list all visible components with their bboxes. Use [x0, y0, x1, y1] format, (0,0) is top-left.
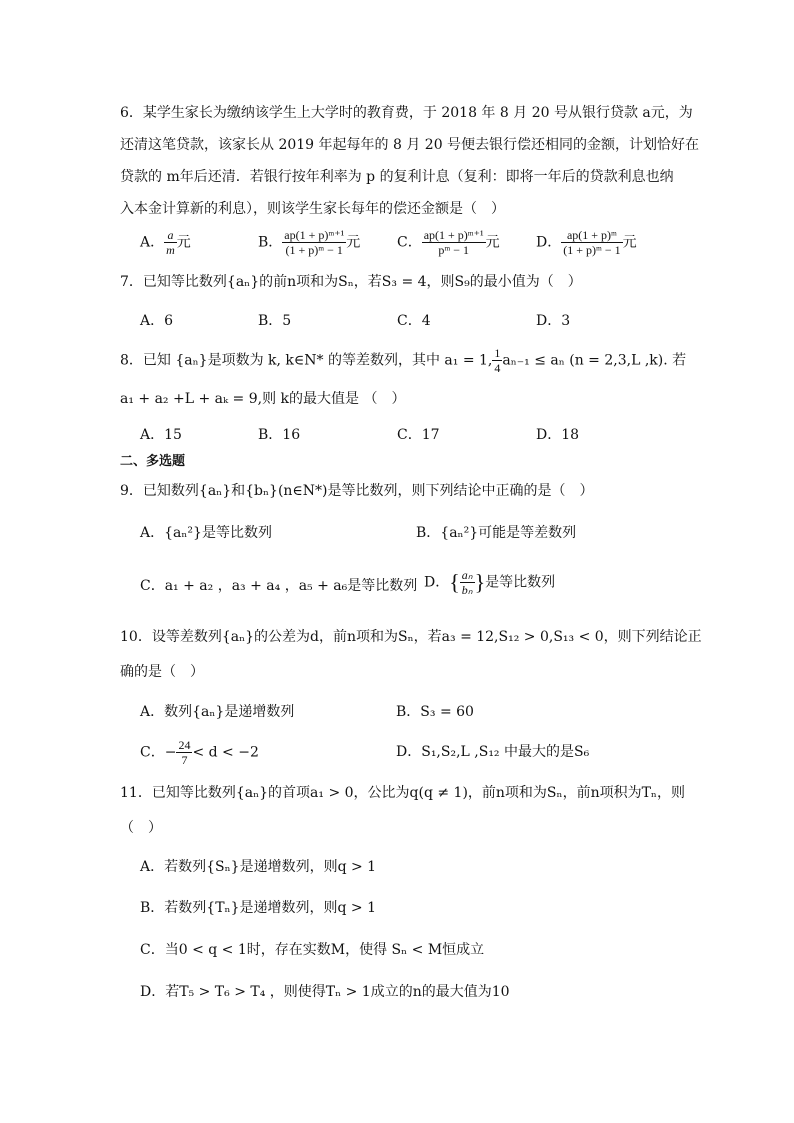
q6-line-1: 6．某学生家长为缴纳该学生上大学时的教育费，于 2018 年 8 月 20 号从银行贷款 a元，为 — [120, 105, 693, 121]
unit: 元 — [485, 234, 500, 251]
fraction — [282, 228, 346, 257]
section-heading: 二、多选题 — [120, 454, 186, 469]
numerator: a — [164, 228, 177, 243]
unit: 元 — [176, 234, 191, 251]
denominator: pᵐ − 1 — [438, 243, 469, 257]
left-brace-icon: { — [449, 569, 460, 595]
unit: 元 — [346, 234, 361, 251]
q7-option-c: C．4 — [397, 313, 431, 329]
fraction — [422, 228, 486, 257]
q10-option-b: B．S₃ = 60 — [396, 704, 474, 720]
option-label: D． — [536, 234, 562, 251]
denominator: bₙ — [461, 583, 473, 597]
unit: 元 — [622, 234, 637, 251]
q6-option-b — [258, 228, 360, 257]
q8-option-d: D．18 — [536, 427, 580, 443]
q9-option-c: C．a₁ + a₂ ，a₃ + a₄ ，a₅ + a₆是等比数列 — [140, 578, 418, 594]
q11-line-1: 11．已知等比数列{aₙ}的首项a₁ > 0，公比为q(q ≠ 1)，前n项和为Sₙ，前n项积为Tₙ，则 — [120, 785, 685, 801]
q6-line-4: 入本金计算新的利息），则该学生家长每年的偿还金额是（ ） — [120, 201, 505, 217]
q6-line-3: 贷款的 m年后还清．若银行按年利率为 p 的复利计息（复利：即将一年后的贷款利息也纳 — [120, 169, 674, 185]
option-tail: 是等比数列 — [485, 574, 556, 591]
option-label: B． — [258, 234, 283, 251]
q6-option-d — [536, 228, 637, 257]
q9-option-a: A．{aₙ²}是等比数列 — [140, 525, 272, 541]
q11-option-d: D．若T₅ > T₆ > T₄ ，则使得Tₙ > 1成立的n的最大值为10 — [140, 984, 510, 1000]
q6-option-c — [397, 228, 500, 257]
q11-line-2: （ ） — [120, 820, 162, 836]
q11-option-c: C．当0 < q < 1时，存在实数M，使得 Sₙ < M恒成立 — [140, 942, 485, 958]
numerator: ap(1 + p)ᵐ⁺¹ — [284, 228, 345, 242]
option-label: C．− — [140, 744, 177, 761]
q6-option-a — [140, 228, 191, 257]
q8-line-2: a₁ + a₂ +L + aₖ = 9,则 k的最大值是 （ ） — [120, 391, 406, 407]
option-label: D． — [424, 574, 450, 591]
option-tail: < d < −2 — [192, 744, 259, 761]
q10-option-a: A．数列{aₙ}是递增数列 — [140, 704, 295, 720]
q11-option-b: B．若数列{Tₙ}是递增数列，则q > 1 — [140, 900, 376, 916]
q11-option-a: A．若数列{Sₙ}是递增数列，则q > 1 — [140, 859, 377, 875]
q10-line-2: 确的是（ ） — [120, 664, 204, 680]
right-brace-icon: } — [474, 569, 486, 595]
q10-option-d: D．S₁,S₂,L ,S₁₂ 中最大的是S₆ — [396, 744, 590, 760]
denominator: m — [166, 243, 175, 257]
q7-option-b: B．5 — [258, 313, 292, 329]
q7-option-d: D．3 — [536, 313, 571, 329]
q8-option-a: A．15 — [140, 427, 182, 443]
fraction — [460, 568, 475, 597]
denominator: 4 — [494, 361, 501, 375]
numerator: ap(1 + p)ᵐ⁺¹ — [423, 228, 484, 242]
q10-line-1: 10．设等差数列{aₙ}的公差为d，前n项和为Sₙ，若a₃ = 12,S₁₂ > 0,S₁₃ < 0，则下列结论正 — [120, 629, 702, 645]
q10-option-c — [140, 738, 259, 767]
fraction — [164, 228, 177, 257]
q8-option-b: B．16 — [258, 427, 301, 443]
numerator: aₙ — [461, 568, 473, 582]
numerator: ap(1 + p)ᵐ — [561, 228, 622, 243]
q9-option-d — [424, 568, 555, 597]
q7-option-a: A．6 — [140, 313, 174, 329]
numerator: 1 — [494, 346, 501, 360]
option-label: C． — [397, 234, 422, 251]
q8-line-1-start: 8．已知 {aₙ}是项数为 k, k∈N* 的等差数列，其中 a₁ = 1, — [120, 352, 493, 369]
denominator: (1 + p)ᵐ − 1 — [563, 243, 621, 257]
q8-line-1 — [120, 346, 686, 375]
q7-stem: 7．已知等比数列{aₙ}的前n项和为Sₙ，若S₃ = 4，则S₉的最小值为（ ） — [120, 274, 582, 290]
fraction — [492, 346, 502, 375]
numerator: 24 — [178, 738, 191, 752]
denominator: (1 + p)ᵐ − 1 — [285, 243, 343, 257]
fraction — [176, 738, 192, 767]
q8-line-1-end: aₙ₋₁ ≤ aₙ (n = 2,3,L ,k). 若 — [502, 352, 687, 369]
q8-option-c: C．17 — [397, 427, 440, 443]
option-label: A． — [140, 234, 165, 251]
denominator: 7 — [181, 753, 188, 767]
fraction — [561, 228, 622, 257]
q9-stem: 9．已知数列{aₙ}和{bₙ}(n∈N*)是等比数列，则下列结论中正确的是（ ） — [120, 483, 594, 499]
q6-line-2: 还清这笔贷款，该家长从 2019 年起每年的 8 月 20 号便去银行偿还相同的金额，计划恰好在 — [120, 137, 700, 153]
q9-option-b: B．{aₙ²}可能是等差数列 — [416, 525, 577, 541]
